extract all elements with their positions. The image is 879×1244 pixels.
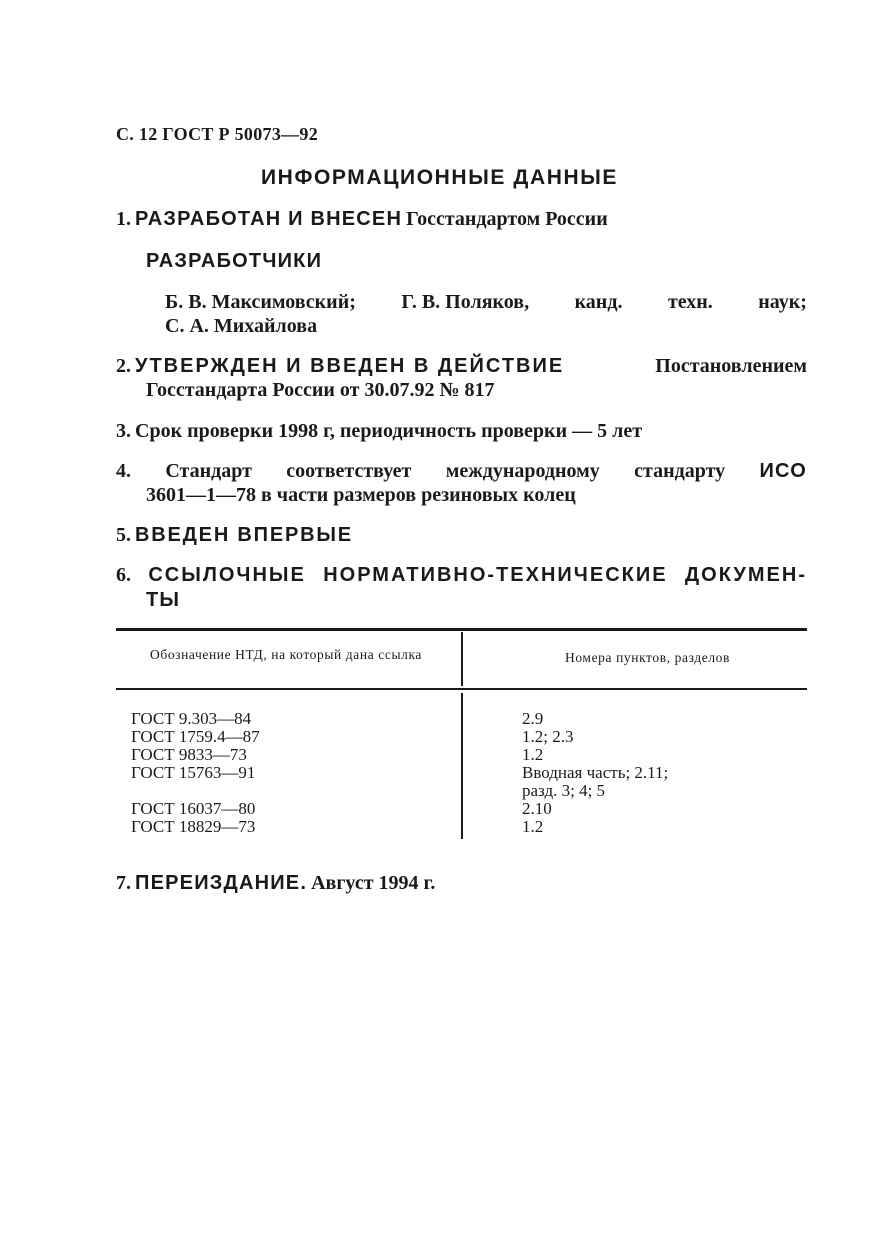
table-cell-sections: Вводная часть; 2.11; bbox=[522, 763, 669, 782]
item-3 bbox=[116, 420, 642, 443]
table-cell-document: ГОСТ 1759.4—87 bbox=[131, 727, 260, 746]
table-header-sections: Номера пунктов, разделов bbox=[564, 650, 731, 665]
item-4-line-2: 3601—1—78 в части размеров резиновых колец bbox=[146, 484, 576, 506]
item-word: соответствует bbox=[286, 460, 412, 482]
table-column-documents bbox=[131, 710, 260, 836]
table-cell-document: ГОСТ 9833—73 bbox=[131, 745, 247, 764]
item-word: ИСО bbox=[759, 460, 807, 482]
item-caps: УТВЕРЖДЕН И ВВЕДЕН В ДЕЙСТВИЕ bbox=[135, 355, 565, 377]
item-caps: ССЫЛОЧНЫЕ bbox=[148, 564, 306, 586]
item-caps: ПЕРЕИЗДАНИЕ. bbox=[135, 872, 308, 894]
item-caps: ВВЕДЕН ВПЕРВЫЕ bbox=[135, 524, 353, 546]
table-body-divider bbox=[461, 693, 463, 839]
table-cell-sections: 2.10 bbox=[522, 799, 552, 818]
item-2-line-1 bbox=[116, 355, 807, 378]
item-number: 7. bbox=[116, 872, 131, 894]
item-5 bbox=[116, 524, 353, 547]
table-cell-sections: разд. 3; 4; 5 bbox=[522, 781, 606, 800]
item-number: 2. bbox=[116, 355, 131, 377]
item-6-line-1 bbox=[116, 564, 807, 587]
developers-line-2: С. А. Михайлова bbox=[165, 315, 318, 337]
item-text: Постановлением bbox=[655, 355, 807, 377]
item-number: 4. bbox=[116, 460, 131, 482]
table-cell-sections: 1.2 bbox=[522, 745, 544, 764]
table-cell-sections: 1.2 bbox=[522, 817, 544, 836]
developer-degree-word: канд. bbox=[574, 291, 623, 313]
item-6-line-2: ТЫ bbox=[146, 589, 181, 611]
item-number: 5. bbox=[116, 524, 131, 546]
item-caps: ДОКУМЕН- bbox=[684, 564, 807, 586]
table-cell-document: ГОСТ 18829—73 bbox=[131, 817, 256, 836]
item-caps: НОРМАТИВНО-ТЕХНИЧЕСКИЕ bbox=[323, 564, 668, 586]
table-cell-sections: 2.9 bbox=[522, 709, 544, 728]
item-text: Госстандартом России bbox=[406, 208, 608, 230]
table-cell-sections: 1.2; 2.3 bbox=[522, 727, 574, 746]
item-2-line-2: Госстандарта России от 30.07.92 № 817 bbox=[146, 379, 495, 401]
developer-degree-word: наук; bbox=[758, 291, 807, 313]
developer-name: Б. В. Максимовский; bbox=[165, 291, 356, 313]
item-text: Срок проверки 1998 г, периодичность проверки — 5 лет bbox=[135, 420, 643, 442]
table-cell-document: ГОСТ 15763—91 bbox=[131, 763, 256, 782]
item-7 bbox=[116, 872, 435, 895]
item-word: стандарту bbox=[634, 460, 726, 482]
table-header-divider bbox=[461, 632, 463, 686]
developers-line-1 bbox=[165, 291, 807, 314]
developers-heading: РАЗРАБОТЧИКИ bbox=[146, 250, 323, 272]
table-header-document: Обозначение НТД, на который дана ссылка bbox=[150, 647, 422, 662]
item-text: Август 1994 г. bbox=[311, 872, 436, 894]
section-title: ИНФОРМАЦИОННЫЕ ДАННЫЕ bbox=[260, 166, 619, 189]
item-word: международному bbox=[445, 460, 600, 482]
item-number: 6. bbox=[116, 564, 131, 586]
developer-name: Г. В. Поляков, bbox=[401, 291, 530, 313]
item-1 bbox=[116, 208, 608, 231]
table-column-sections bbox=[522, 710, 668, 836]
table-top-rule bbox=[116, 628, 807, 631]
item-caps: РАЗРАБОТАН И ВНЕСЕН bbox=[135, 208, 403, 230]
table-cell-document: ГОСТ 9.303—84 bbox=[131, 709, 252, 728]
page-header: С. 12 ГОСТ Р 50073—92 bbox=[116, 124, 319, 144]
table-header-rule bbox=[116, 688, 807, 690]
developer-degree-word: техн. bbox=[667, 291, 713, 313]
item-word: Стандарт bbox=[165, 460, 252, 482]
item-number: 1. bbox=[116, 208, 131, 230]
table-cell-document: ГОСТ 16037—80 bbox=[131, 799, 256, 818]
item-number: 3. bbox=[116, 420, 131, 442]
item-4-line-1 bbox=[116, 460, 807, 483]
